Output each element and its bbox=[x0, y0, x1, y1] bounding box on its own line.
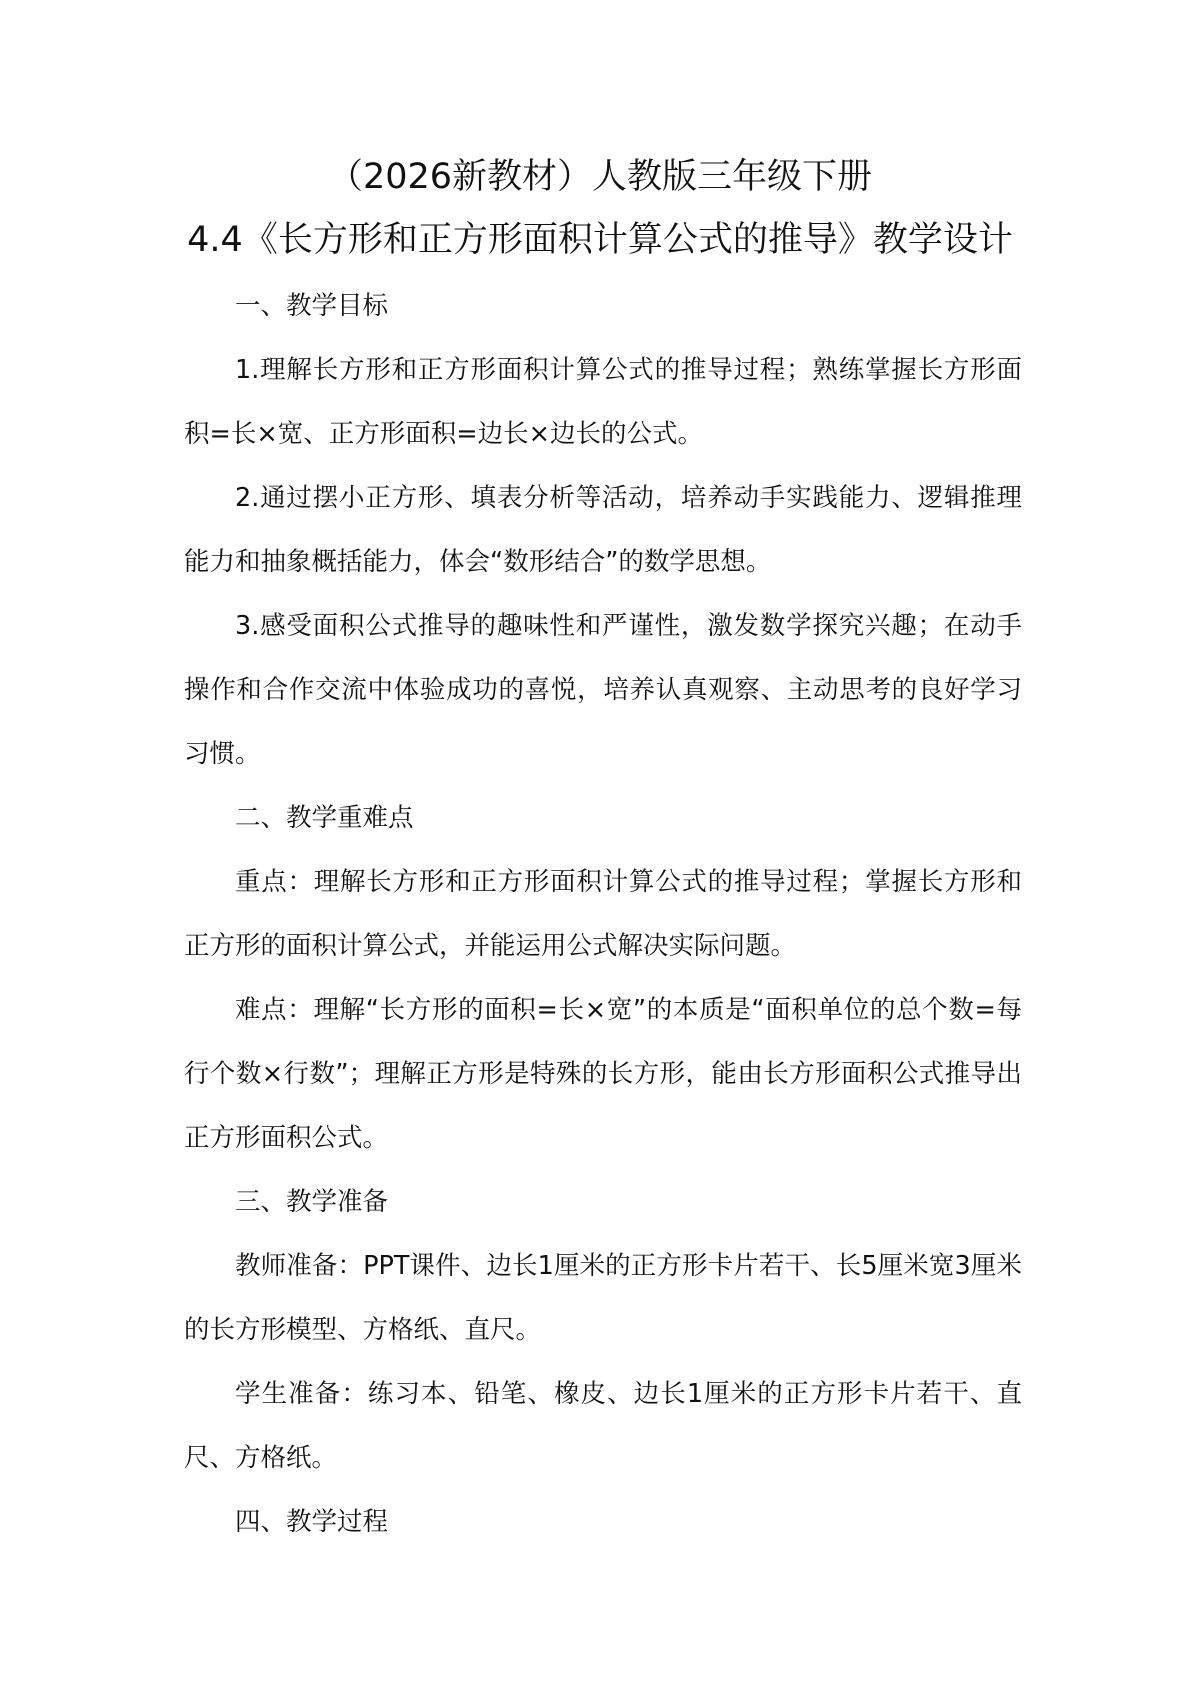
document-title-line-2: 4.4《长方形和正方形面积计算公式的推导》教学设计 bbox=[187, 220, 1013, 260]
document-body bbox=[184, 274, 1022, 1554]
objective-item-2: 2.通过摆小正方形、填表分析等活动，培养动手实践能力、逻辑推理能力和抽象概括能力，体会“数形结合”的数学思想。 bbox=[184, 483, 1022, 577]
section-heading-objectives: 一、教学目标 bbox=[235, 291, 389, 321]
difficulty-paragraph: 难点：理解“长方形的面积=长×宽”的本质是“面积单位的总个数=每行个数×行数”；理解正方形是特殊的长方形，能由长方形面积公式推导出正方形面积公式。 bbox=[184, 995, 1022, 1153]
document-title-line-1: （2026新教材）人教版三年级下册 bbox=[327, 157, 873, 197]
teacher-preparation-paragraph: 教师准备：PPT课件、边长1厘米的正方形卡片若干、长5厘米宽3厘米的长方形模型、方格纸、直尺。 bbox=[184, 1251, 1022, 1345]
section-heading-key-points: 二、教学重难点 bbox=[235, 803, 414, 833]
student-preparation-paragraph: 学生准备：练习本、铅笔、橡皮、边长1厘米的正方形卡片若干、直尺、方格纸。 bbox=[184, 1379, 1022, 1473]
objective-item-3: 3.感受面积公式推导的趣味性和严谨性，激发数学探究兴趣；在动手操作和合作交流中体验成功的喜悦，培养认真观察、主动思考的良好学习习惯。 bbox=[184, 611, 1022, 769]
section-heading-preparation: 三、教学准备 bbox=[235, 1187, 389, 1217]
section-heading-process: 四、教学过程 bbox=[235, 1507, 389, 1537]
objective-item-1: 1.理解长方形和正方形面积计算公式的推导过程；熟练掌握长方形面积=长×宽、正方形面积=边长×边长的公式。 bbox=[184, 355, 1022, 449]
key-point-paragraph: 重点：理解长方形和正方形面积计算公式的推导过程；掌握长方形和正方形的面积计算公式，并能运用公式解决实际问题。 bbox=[184, 867, 1022, 961]
